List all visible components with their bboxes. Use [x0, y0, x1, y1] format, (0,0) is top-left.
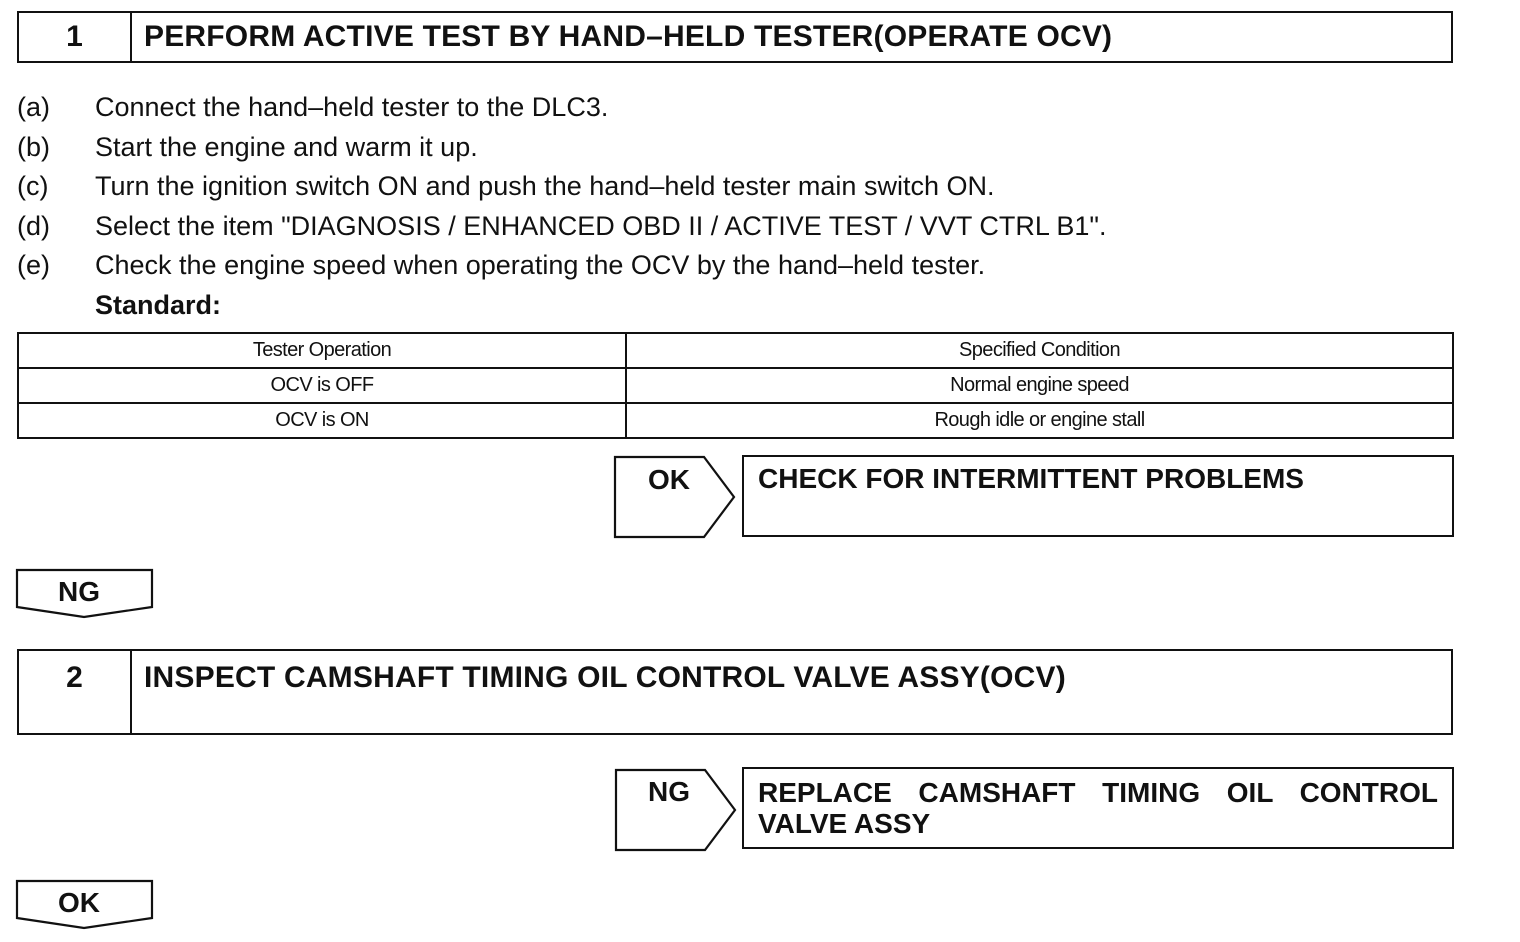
result-box-check-intermittent: [742, 455, 1454, 537]
instruction-text: Select the item "DIAGNOSIS / ENHANCED OBD II / ACTIVE TEST / VVT CTRL B1".: [95, 210, 1107, 241]
instruction-text: Check the engine speed when operating the OCV by the hand–held tester.: [95, 250, 986, 280]
standard-label: Standard:: [95, 289, 222, 320]
result-text-line-1: REPLACE CAMSHAFT TIMING OIL CONTROL: [758, 777, 1438, 808]
spec-table: [17, 332, 1454, 439]
ok-branch-label: OK: [58, 887, 100, 918]
instruction-list: [17, 88, 1457, 325]
table-cell: OCV is ON: [18, 403, 626, 438]
ng-tag-label: NG: [648, 776, 690, 807]
instruction-letter: (a): [17, 92, 50, 122]
table-cell: OCV is OFF: [18, 368, 626, 403]
instruction-e: [17, 246, 1457, 286]
ng-branch-label: NG: [58, 576, 100, 607]
step-2-title: INSPECT CAMSHAFT TIMING OIL CONTROL VALVE ASSY(OCV): [144, 661, 1066, 694]
step-1-header: [17, 11, 1453, 63]
instruction-text: Turn the ignition switch ON and push the hand–held tester main switch ON.: [95, 171, 995, 201]
instruction-letter: (b): [17, 131, 50, 162]
step-2-header: [17, 649, 1453, 735]
instruction-letter: (e): [17, 250, 50, 280]
table-row: [18, 403, 1453, 438]
instruction-letter: (d): [17, 210, 50, 241]
table-header: Tester Operation: [18, 333, 626, 368]
instruction-d: [17, 207, 1457, 247]
instruction-c: [17, 167, 1457, 207]
result-box-replace-ocv: [742, 767, 1454, 849]
result-text-line-2: VALVE ASSY: [758, 808, 931, 839]
instruction-letter: (c): [17, 171, 49, 201]
instruction-a: [17, 88, 1457, 128]
step-2-number: 2: [19, 651, 132, 733]
table-cell: Normal engine speed: [626, 368, 1453, 403]
instruction-b: [17, 128, 1457, 168]
instruction-text: Start the engine and warm it up.: [95, 131, 478, 162]
table-cell: Rough idle or engine stall: [626, 403, 1453, 438]
result-text: CHECK FOR INTERMITTENT PROBLEMS: [758, 463, 1304, 494]
ok-tag-label: OK: [648, 464, 690, 495]
step-1-title: PERFORM ACTIVE TEST BY HAND–HELD TESTER(OPERATE OCV): [144, 20, 1113, 53]
step-1-number: 1: [19, 13, 132, 61]
instruction-text: Connect the hand–held tester to the DLC3.: [95, 92, 609, 122]
spec-table-wrapper: [17, 332, 1454, 439]
table-row: [18, 368, 1453, 403]
table-header-row: [18, 333, 1453, 368]
table-header: Specified Condition: [626, 333, 1453, 368]
